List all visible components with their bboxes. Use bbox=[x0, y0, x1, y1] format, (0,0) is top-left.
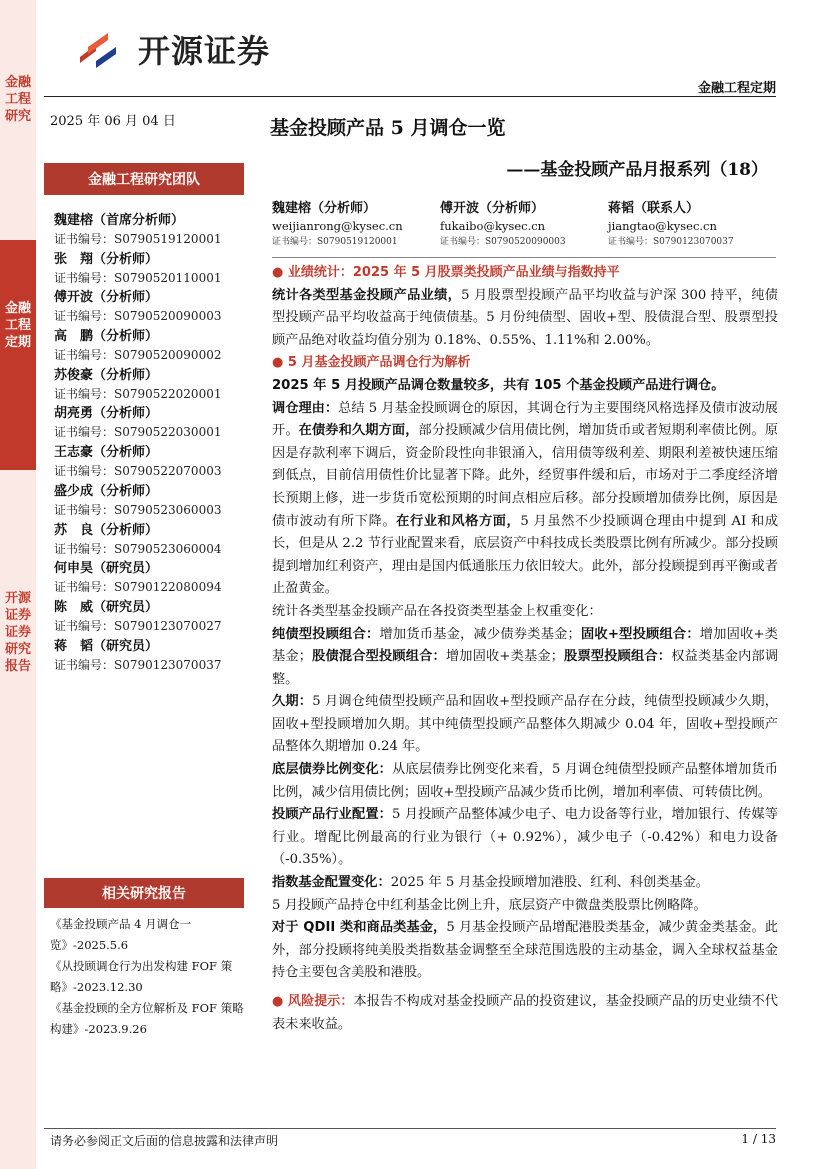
rebalance-lead: 2025 年 5 月投顾产品调仓数量较多，共有 105 个基金投顾产品进行调仓。 bbox=[272, 377, 725, 393]
sidebar-bottom-band bbox=[0, 470, 36, 1169]
footer-divider bbox=[44, 1128, 776, 1129]
member-name: 盛少成（分析师） bbox=[54, 483, 159, 499]
header-divider bbox=[44, 96, 776, 97]
qdii-paragraph: 对于 QDII 类和商品类基金，5 月基金投顾产品增配港股类基金，减少黄金类基金。此外，部分投顾将纯美股类指数基金调整至全球范围选股的主动基金，调入全球权益基金持仓主要包含美股和港股。 bbox=[272, 920, 778, 981]
member-cert: 证书编号：S0790522020001 bbox=[54, 386, 222, 401]
report-body bbox=[272, 262, 778, 1036]
member-cert: 证书编号：S0790523060003 bbox=[54, 502, 222, 517]
related-heading: 相关研究报告 bbox=[44, 878, 244, 908]
member-name: 张 翔（分析师） bbox=[54, 251, 159, 267]
member-name: 苏俊豪（分析师） bbox=[54, 367, 159, 383]
analyst-card bbox=[440, 200, 608, 249]
member-name: 胡亮勇（分析师） bbox=[54, 406, 159, 422]
footer-disclaimer: 请务必参阅正文后面的信息披露和法律声明 bbox=[50, 1134, 279, 1148]
analyst-email[interactable]: fukaibo@kysec.cn bbox=[440, 219, 546, 233]
member-cert: 证书编号：S0790123070027 bbox=[54, 618, 222, 633]
member-cert: 证书编号：S0790520110001 bbox=[54, 270, 222, 285]
duration-paragraph: 久期：5 月调仓纯债型投顾产品和固收+型投顾产品存在分歧，纯债型投顾减少久期，固收+型投顾增加久期。其中纯债型投顾产品整体久期减少 0.04 年，固收+型投顾产品整体久期增加 0.24 年。 bbox=[272, 694, 778, 755]
report-title: 基金投顾产品 5 月调仓一览 bbox=[270, 117, 506, 139]
team-heading: 金融工程研究团队 bbox=[44, 163, 244, 195]
report-type-label: 金融工程定期 bbox=[697, 81, 776, 96]
analyst-card bbox=[608, 200, 776, 249]
section-title-rebalance: ● 5 月基金投顾产品调仓行为解析 bbox=[272, 355, 471, 371]
team-member bbox=[54, 444, 254, 483]
reason-paragraph: 调仓理由：总结 5 月基金投顾调仓的原因，其调仓行为主要围绕风格选择及债市波动展开。在债券和久期方面，部分投顾减少信用债比例，增加货币或者短期利率债比例。原因是存款利率下调后，资金阶段性向非银涌入，信用债等级利差、期限利差被快速压缩到低点，目前信用债性价比显著下降。此外，经贸事件缓和后，市场对于二季度经济增长预期上修，进一步货币宽松预期的时间点相应后移。部分投顾增加债券比例，原因是债市波动有所下降。在行业和风格方面，5 月虽然不少投顾调仓理由中提到 AI 和成长，但是从 2.2 节行业配置来看，底层资产中科技成长类股票比例有所减少。部分投顾提到增加红利资产，理由是国内低通胀压力依旧较大。此外，部分投顾提到再平衡或者止盈黄金。 bbox=[272, 400, 779, 597]
member-name: 魏建榕（首席分析师） bbox=[54, 213, 185, 228]
team-member bbox=[54, 405, 254, 444]
team-list bbox=[54, 212, 254, 676]
member-name: 何申昊（研究员） bbox=[54, 561, 159, 577]
team-member bbox=[54, 483, 254, 522]
company-logo bbox=[74, 26, 270, 72]
member-name: 陈 威（研究员） bbox=[54, 599, 159, 615]
analyst-name: 魏建榕（分析师） bbox=[272, 201, 377, 216]
report-subtitle: ——基金投顾产品月报系列（18） bbox=[506, 160, 768, 180]
team-member bbox=[54, 328, 254, 367]
team-member bbox=[54, 367, 254, 406]
analyst-email[interactable]: jiangtao@kysec.cn bbox=[608, 219, 717, 233]
analyst-cert: 证书编号：S0790520090003 bbox=[440, 237, 566, 247]
team-member bbox=[54, 289, 254, 328]
analyst-card bbox=[272, 200, 440, 249]
index-paragraph-2: 5 月投顾产品持仓中红利基金比例上升，底层资产中微盘类股票比例略降。 bbox=[272, 897, 707, 913]
analyst-cert: 证书编号：S0790519120001 bbox=[272, 237, 398, 247]
team-member bbox=[54, 251, 254, 290]
member-cert: 证书编号：S0790523060004 bbox=[54, 541, 222, 556]
sidebar-label-research: 金融工程研究 bbox=[4, 75, 31, 124]
related-item[interactable]: 《从投顾调仓行为出发构建 FOF 策略》-2023.12.30 bbox=[50, 959, 233, 994]
risk-paragraph: ● 风险提示：本报告不构成对基金投顾产品的投资建议，基金投顾产品的历史业绩不代表未来收益。 bbox=[272, 994, 778, 1032]
member-cert: 证书编号：S0790522070003 bbox=[54, 464, 222, 479]
weight-intro: 统计各类型基金投顾产品在各投资类型基金上权重变化： bbox=[272, 603, 602, 619]
member-name: 蒋 韬（研究员） bbox=[54, 638, 159, 654]
team-member bbox=[54, 599, 254, 638]
report-date: 2025 年 06 月 04 日 bbox=[50, 114, 176, 129]
member-cert: 证书编号：S0790519120001 bbox=[54, 232, 222, 246]
sidebar-label-periodic: 金融工程定期 bbox=[4, 301, 31, 350]
member-cert: 证书编号：S0790522030001 bbox=[54, 425, 222, 440]
team-member bbox=[54, 212, 254, 251]
industry-paragraph: 投顾产品行业配置：5 月投顾产品整体减少电子、电力设备等行业，增加银行、传媒等行业。增配比例最高的行业为银行（+ 0.92%），减少电子（-0.42%）和电力设备（-0.35%）。 bbox=[272, 807, 778, 868]
performance-paragraph: 统计各类型基金投顾产品业绩，5 月股票型投顾产品平均收益与沪深 300 持平，纯债型投顾产品平均收益高于纯债债基。5 月份纯债型、固收+型、股债混合型、股票型投顾产品绝对收益均值分别为 0.18%、0.55%、1.11%和 2.00%。 bbox=[272, 287, 778, 348]
member-cert: 证书编号：S0790123070037 bbox=[54, 657, 222, 672]
sidebar-label-report: 开源证券证券研究报告 bbox=[4, 591, 31, 674]
analyst-name: 傅开波（分析师） bbox=[440, 201, 545, 216]
index-paragraph: 指数基金配置变化：2025 年 5 月基金投顾增加港股、红利、科创类基金。 bbox=[272, 875, 709, 891]
bond-paragraph: 底层债券比例变化：从底层债券比例变化来看，5 月调仓纯债型投顾产品整体增加货币比例，减少信用债比例；固收+型投顾产品减少货币比例，增加利率债、可转债比例。 bbox=[272, 762, 778, 800]
analyst-divider bbox=[272, 257, 776, 258]
related-item[interactable]: 《基金投顾的全方位解析及 FOF 策略构建》-2023.9.26 bbox=[50, 1001, 244, 1036]
team-member bbox=[54, 522, 254, 561]
team-member bbox=[54, 560, 254, 599]
logo-mark-icon bbox=[74, 27, 130, 71]
member-name: 高 鹏（分析师） bbox=[54, 329, 159, 345]
member-name: 苏 良（分析师） bbox=[54, 522, 159, 538]
sidebar-middle-band bbox=[0, 240, 36, 470]
analyst-name: 蒋韬（联系人） bbox=[608, 201, 700, 216]
logo-text: 开源证券 bbox=[138, 32, 271, 70]
analyst-row bbox=[272, 200, 776, 249]
related-list bbox=[50, 914, 248, 1040]
member-cert: 证书编号：S0790122080094 bbox=[54, 580, 222, 595]
analyst-cert: 证书编号：S0790123070037 bbox=[608, 237, 734, 247]
member-name: 王志豪（分析师） bbox=[54, 445, 159, 461]
related-item[interactable]: 《基金投顾产品 4 月调仓一览》-2025.5.6 bbox=[50, 917, 192, 952]
member-cert: 证书编号：S0790520090003 bbox=[54, 309, 222, 324]
member-name: 傅开波（分析师） bbox=[54, 290, 159, 306]
analyst-email[interactable]: weijianrong@kysec.cn bbox=[272, 219, 403, 233]
page-number: 1 / 13 bbox=[741, 1132, 776, 1146]
weight-paragraph: 纯债型投顾组合：增加货币基金，减少债券类基金；固收+型投顾组合：增加固收+类基金；股债混合型投顾组合：增加固收+类基金；股票型投顾组合：权益类基金内部调整。 bbox=[272, 626, 779, 687]
section-title-performance: ● 业绩统计：2025 年 5 月股票类投顾产品业绩与指数持平 bbox=[272, 265, 620, 280]
team-member bbox=[54, 638, 254, 677]
member-cert: 证书编号：S0790520090002 bbox=[54, 348, 222, 363]
